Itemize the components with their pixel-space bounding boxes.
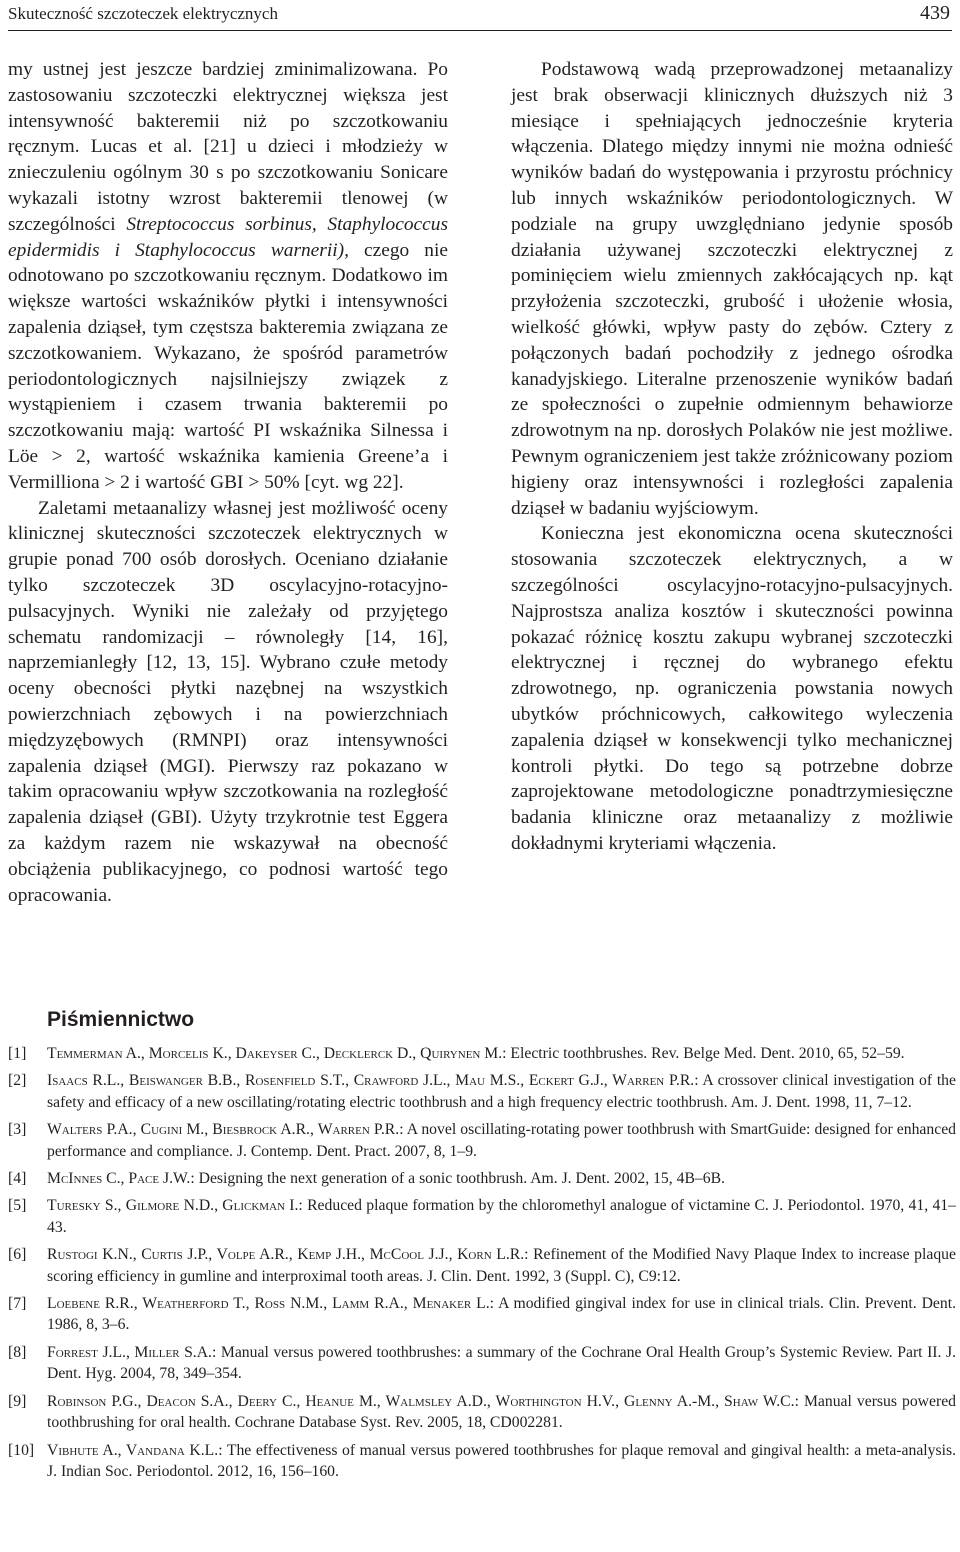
reference-item bbox=[8, 1244, 956, 1287]
reference-text: : Designing the next generation of a sonic toothbrush. Am. J. Dent. 2002, 15, 4B–6B. bbox=[190, 1170, 725, 1188]
reference-text: : A novel oscillating-rotating power toothbrush with SmartGuide: designed for enhanced performance and compliance. J. Contemp. Dent. Pract. 2007, 8, 1–9. bbox=[47, 1121, 956, 1160]
reference-item bbox=[8, 1043, 956, 1064]
reference-authors: Temmerman A., Morcelis K., Dakeyser C., Decklerck D., Quirynen M. bbox=[47, 1045, 503, 1062]
paragraph-limitations: Podstawową wadą przeprowadzonej metaanalizy jest brak obserwacji klinicznych dłuższych niż 3 miesiące i spełniających jednocześnie kryteria włączenia. Dlatego między innymi nie można odnieść wyników badań do występowania i przyrostu próchnicy lub innych wskaźników periodontologicznych. W podziale na grupy uwzględniano jedynie sposób działania używanej szczoteczki elektrycznej z pominięciem wielu zmiennych zakłócających np. kąt przyłożenia szczoteczki, grubość i ułożenie włosia, wielkość główki, wpływ pasty do zębów. Cztery z połączonych badań pochodziły z jednego ośrodka kanadyjskiego. Literalne przenoszenie wyników badań ze społeczności o zupełnie odmiennym behawiorze zdrowotnym na np. dorosłych Polaków nie jest możliwe. Pewnym ograniczeniem jest także zróżnicowany poziom higieny oraz intensywności i rozległości zapalenia dziąseł w badaniu wyjściowym. bbox=[511, 59, 953, 519]
reference-text: : Manual versus powered toothbrushes: a summary of the Cochrane Oral Health Group’s Systemic Review. Part II. J. Dent. Hyg. 2004, 78, 349–354. bbox=[47, 1343, 957, 1383]
right-column bbox=[511, 57, 953, 857]
reference-item bbox=[8, 1119, 956, 1162]
references-heading: Piśmiennictwo bbox=[47, 1008, 195, 1031]
paragraph-economics: Konieczna jest ekonomiczna ocena skuteczności stosowania szczoteczek elektrycznych, a w szczególności oscylacyjno-rotacyjno-pulsacyjnych. Najprostsza analiza kosztów i skuteczności powinna pokazać różnicę kosztu zakupu wybranej szczoteczki elektrycznej i ręcznej do wybranego efektu zdrowotnego, np. ograniczenia powstania nowych ubytków próchnicowych, całkowitego wyleczenia zapalenia dziąseł w konsekwencji tylko mechanicznej kontroli płytki. Do tego są potrzebne dobrze zaprojektowane metodologiczne ponadtrzymiesięczne badania kliniczne oraz metaanalizy z możliwie dokładnymi kryteriami włączenia. bbox=[511, 523, 953, 854]
running-title: Skuteczność szczoteczek elektrycznych bbox=[8, 4, 278, 23]
page-number: 439 bbox=[920, 2, 950, 24]
paragraph-bacteremia bbox=[8, 57, 448, 496]
paragraph-strengths: Zaletami metaanalizy własnej jest możliwość oceny klinicznej skuteczności szczoteczek elektrycznych w grupie ponad 700 osób dorosłych. Oceniano działanie tylko szczoteczek 3D oscylacyjno-rotacyjno-pulsacyjnych. Wyniki nie zależały od przyjętego schematu randomizacji – równoległy [14, 16], naprzemianległy [12, 13, 15]. Wybrano czułe metody oceny obecności płytki nazębnej na wszystkich powierzchniach zębowych i na powierzchniach międzyzębowych (RMNPI) oraz intensywności zapalenia dziąseł (MGI). Pierwszy raz pokazano w takim opracowaniu wpływ szczotkowania na rozległość zapalenia dziąseł (GBI). Użyty trzykrotnie test Eggera za każdym razem nie wskazywał na obecność obciążenia publikacyjnego, co podnosi wartość tego opracowania. bbox=[8, 497, 448, 906]
reference-item bbox=[8, 1440, 956, 1483]
running-header bbox=[8, 0, 952, 31]
reference-text: : The effectiveness of manual versus powered toothbrushes for plaque removal and gingival health: a meta-analysis. J. Indian Soc. Periodontol. 2012, 16, 156–160. bbox=[47, 1441, 956, 1480]
reference-authors: Walters P.A., Cugini M., Biesbrock A.R., Warren P.R. bbox=[47, 1121, 400, 1139]
reference-item bbox=[8, 1070, 956, 1113]
reference-authors: Vibhute A., Vandana K.L. bbox=[47, 1441, 219, 1459]
reference-item bbox=[8, 1293, 956, 1336]
reference-number: [4] bbox=[8, 1170, 27, 1188]
paragraph-text: czego nie odnotowano po szczotkowaniu ręcznym. Dodatkowo im większe wartości wskaźników płytki i intensywności zapalenia dziąseł, tym częstsza bakteremia związana ze szczotkowaniem. Wykazano, że spośród parametrów periodontologicznych najsilniejszy związek z wystąpieniem i czasem trwania bakteremii po szczotkowaniu mają: wartość PI wskaźnika Silnessa i Löe > 2, wartość wskaźnika kamienia Greene’a i Vermilliona > 2 i wartość GBI > 50% [cyt. wg 22]. bbox=[8, 239, 448, 493]
reference-item bbox=[8, 1195, 956, 1238]
reference-authors: Isaacs R.L., Beiswanger B.B., Rosenfield S.T., Crawford J.L., Mau M.S., Eckert G.J., Warren P.R. bbox=[47, 1072, 695, 1090]
reference-item bbox=[8, 1391, 956, 1434]
reference-text: : Refinement of the Modified Navy Plaque Index to increase plaque scoring efficiency in gumline and interproximal tooth areas. J. Clin. Dent. 1992, 3 (Suppl. C), C9:12. bbox=[47, 1246, 956, 1285]
reference-number: [9] bbox=[8, 1392, 27, 1410]
reference-number: [6] bbox=[8, 1246, 27, 1264]
reference-authors: Forrest J.L., Miller S.A. bbox=[47, 1343, 212, 1361]
species-names: Streptococcus sorbinus, Staphylococcus epidermidis i Staphylococcus warnerii), bbox=[8, 213, 449, 261]
reference-item bbox=[8, 1168, 956, 1189]
reference-authors: Rustogi K.N., Curtis J.P., Volpe A.R., Kemp J.H., McCool J.J., Korn L.R. bbox=[47, 1246, 525, 1264]
reference-text: : Electric toothbrushes. Rev. Belge Med. Dent. 2010, 65, 52–59. bbox=[502, 1045, 905, 1062]
reference-number: [10] bbox=[8, 1441, 35, 1459]
reference-text: : A crossover clinical investigation of the safety and efficacy of a new oscillating/rotating electric toothbrush and a high frequency electric toothbrush. Am. J. Dent. 1998, 11, 7–12. bbox=[47, 1072, 956, 1111]
reference-list bbox=[8, 1043, 956, 1488]
reference-number: [2] bbox=[8, 1072, 27, 1090]
reference-number: [7] bbox=[8, 1295, 27, 1313]
reference-authors: Robinson P.G., Deacon S.A., Deery C., Heanue M., Walmsley A.D., Worthington H.V., Glenny A.-M., Shaw W.C. bbox=[47, 1392, 795, 1410]
reference-text: : Manual versus powered toothbrushing for oral health. Cochrane Database Syst. Rev. 2005, 18, CD002281. bbox=[47, 1392, 957, 1432]
reference-number: [1] bbox=[8, 1045, 27, 1062]
reference-authors: Turesky S., Gilmore N.D., Glickman I. bbox=[47, 1197, 299, 1215]
reference-number: [5] bbox=[8, 1197, 27, 1215]
reference-number: [8] bbox=[8, 1343, 27, 1361]
reference-authors: McInnes C., Pace J.W. bbox=[47, 1170, 191, 1188]
reference-text: : Reduced plaque formation by the chloromethyl analogue of victamine C. J. Periodontol. 1970, 41, 41–43. bbox=[47, 1197, 956, 1236]
reference-number: [3] bbox=[8, 1121, 27, 1139]
reference-text: : A modified gingival index for use in clinical trials. Clin. Prevent. Dent. 1986, 8, 3–6. bbox=[47, 1295, 956, 1334]
left-column bbox=[8, 57, 448, 908]
paragraph-text: my ustnej jest jeszcze bardziej zminimalizowana. Po zastosowaniu szczoteczki elektrycznej większa jest intensywność bakteremii niż po szczotkowaniu ręcznym. Lucas et al. [21] u dzieci i młodzieży w znieczuleniu ogólnym 30 s po szczotkowaniu Sonicare wykazali istotny wzrost bakteremii tlenowej (w szczególności bbox=[8, 59, 448, 235]
reference-item bbox=[8, 1342, 956, 1385]
reference-authors: Loebene R.R., Weatherford T., Ross N.M., Lamm R.A., Menaker L. bbox=[47, 1295, 490, 1313]
